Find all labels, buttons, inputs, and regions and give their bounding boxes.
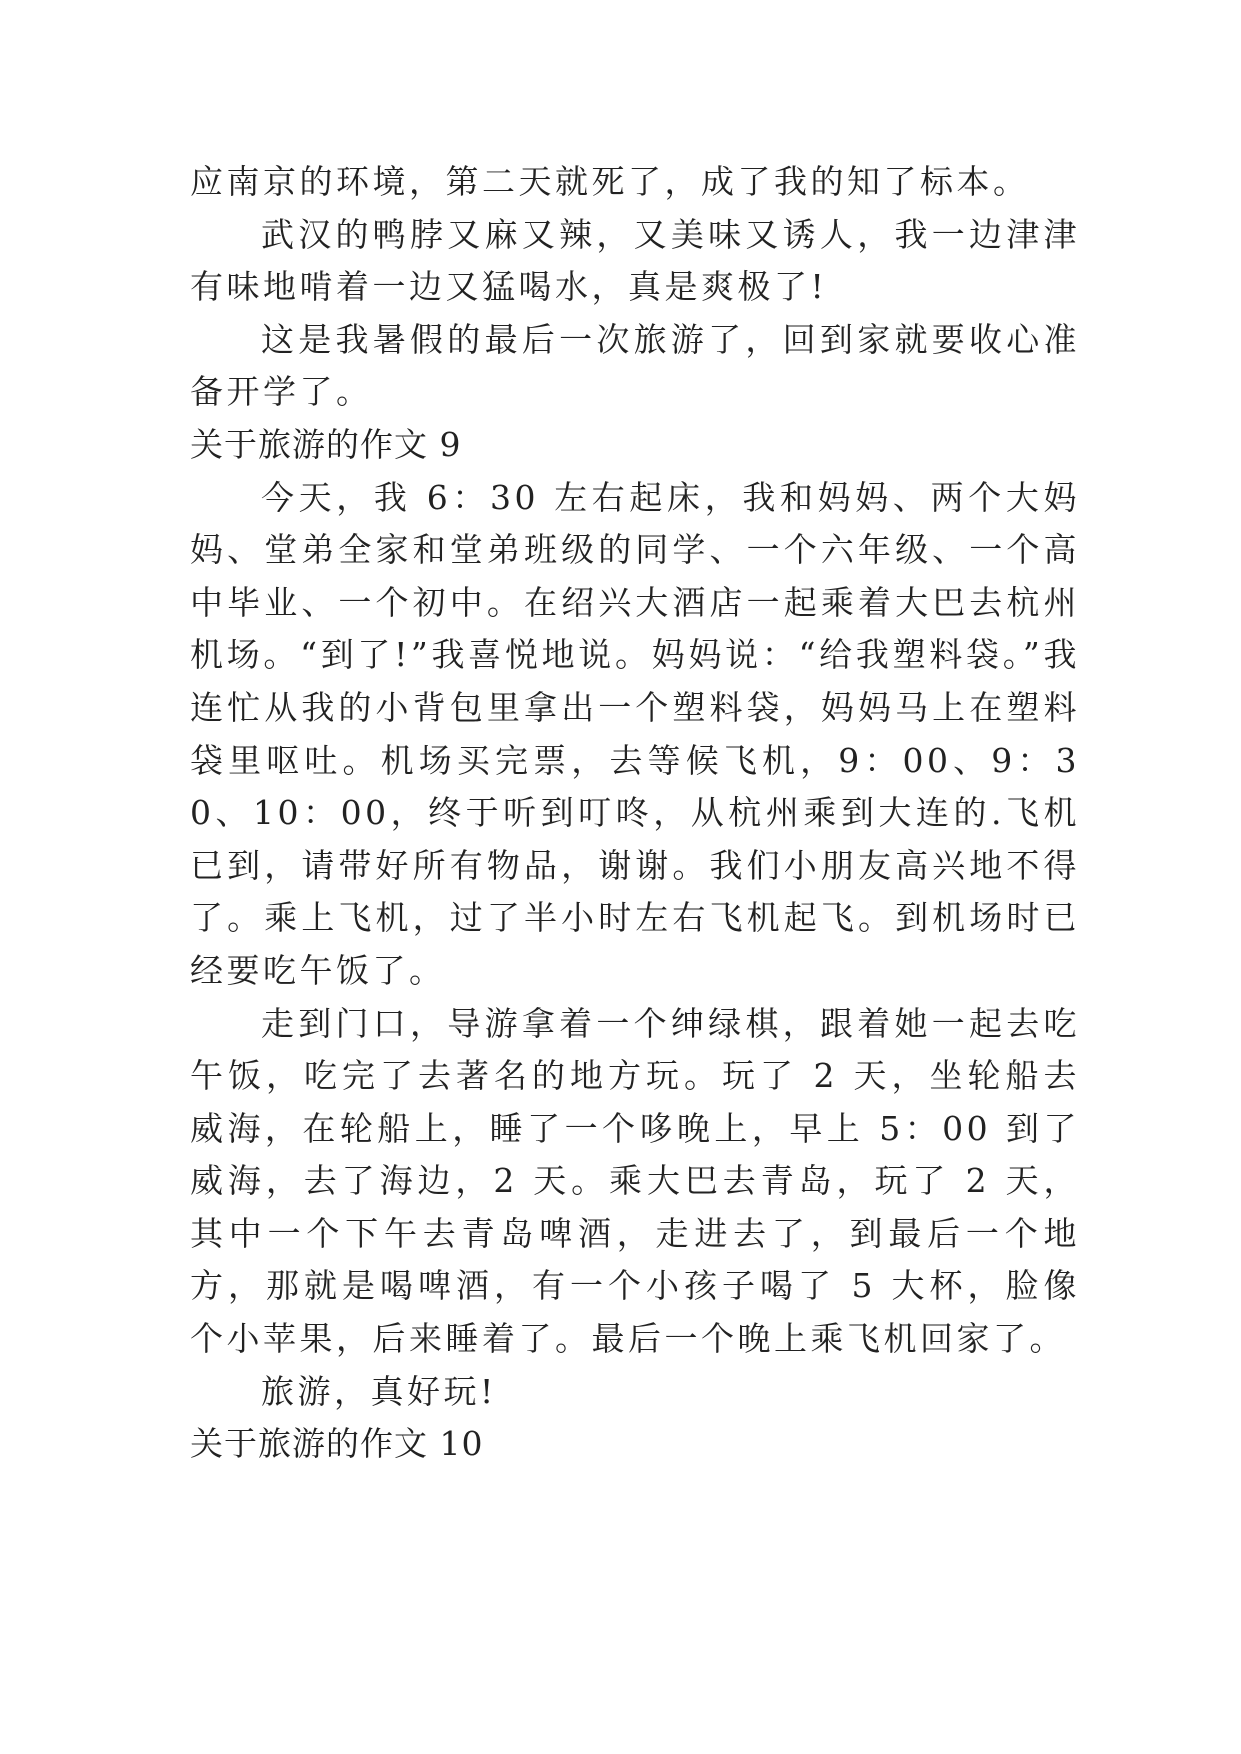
paragraph-5: 走到门口，导游拿着一个绅绿棋，跟着她一起去吃午饭，吃完了去著名的地方玩。玩了 2 天，坐轮船去威海，在轮船上，睡了一个哆晚上，早上 5：00 到了威海，去了海边，2 天。乘大巴去青岛，玩了 2 天，其中一个下午去青岛啤酒，走进去了，到最后一个地方，那就是喝啤酒，有一个小孩子喝了 5 大杯，脸像个小苹果，后来睡着了。最后一个晚上乘飞机回家了。 — [190, 1003, 1080, 1359]
paragraph-1: 应南京的环境，第二天就死了，成了我的知了标本。 — [190, 162, 1030, 201]
document-body — [190, 156, 1080, 1471]
paragraph-6: 旅游，真好玩! — [261, 1371, 497, 1411]
section-heading-10: 关于旅游的作文 10 — [190, 1424, 484, 1464]
paragraph-4: 今天，我 6：30 左右起床，我和妈妈、两个大妈妈、堂弟全家和堂弟班级的同学、一个六年级、一个高中毕业、一个初中。在绍兴大酒店一起乘着大巴去杭州机场。“到了!”我喜悦地说。妈妈说：“给我塑料袋。”我连忙从我的小背包里拿出一个塑料袋，妈妈马上在塑料袋里呕吐。机场买完票，去等候飞机，9：00、9：30、10：00，终于听到叮咚，从杭州乘到大连的.飞机已到，请带好所有物品，谢谢。我们小朋友高兴地不得了。乘上飞机，过了半小时左右飞机起飞。到机场时已经要吃午饭了。 — [190, 477, 1080, 990]
section-heading-9: 关于旅游的作文 9 — [190, 424, 462, 464]
paragraph-2: 武汉的鸭脖又麻又辣，又美味又诱人，我一边津津有味地啃着一边又猛喝水，真是爽极了! — [190, 214, 1080, 307]
paragraph-3: 这是我暑假的最后一次旅游了，回到家就要收心准备开学了。 — [190, 319, 1080, 412]
